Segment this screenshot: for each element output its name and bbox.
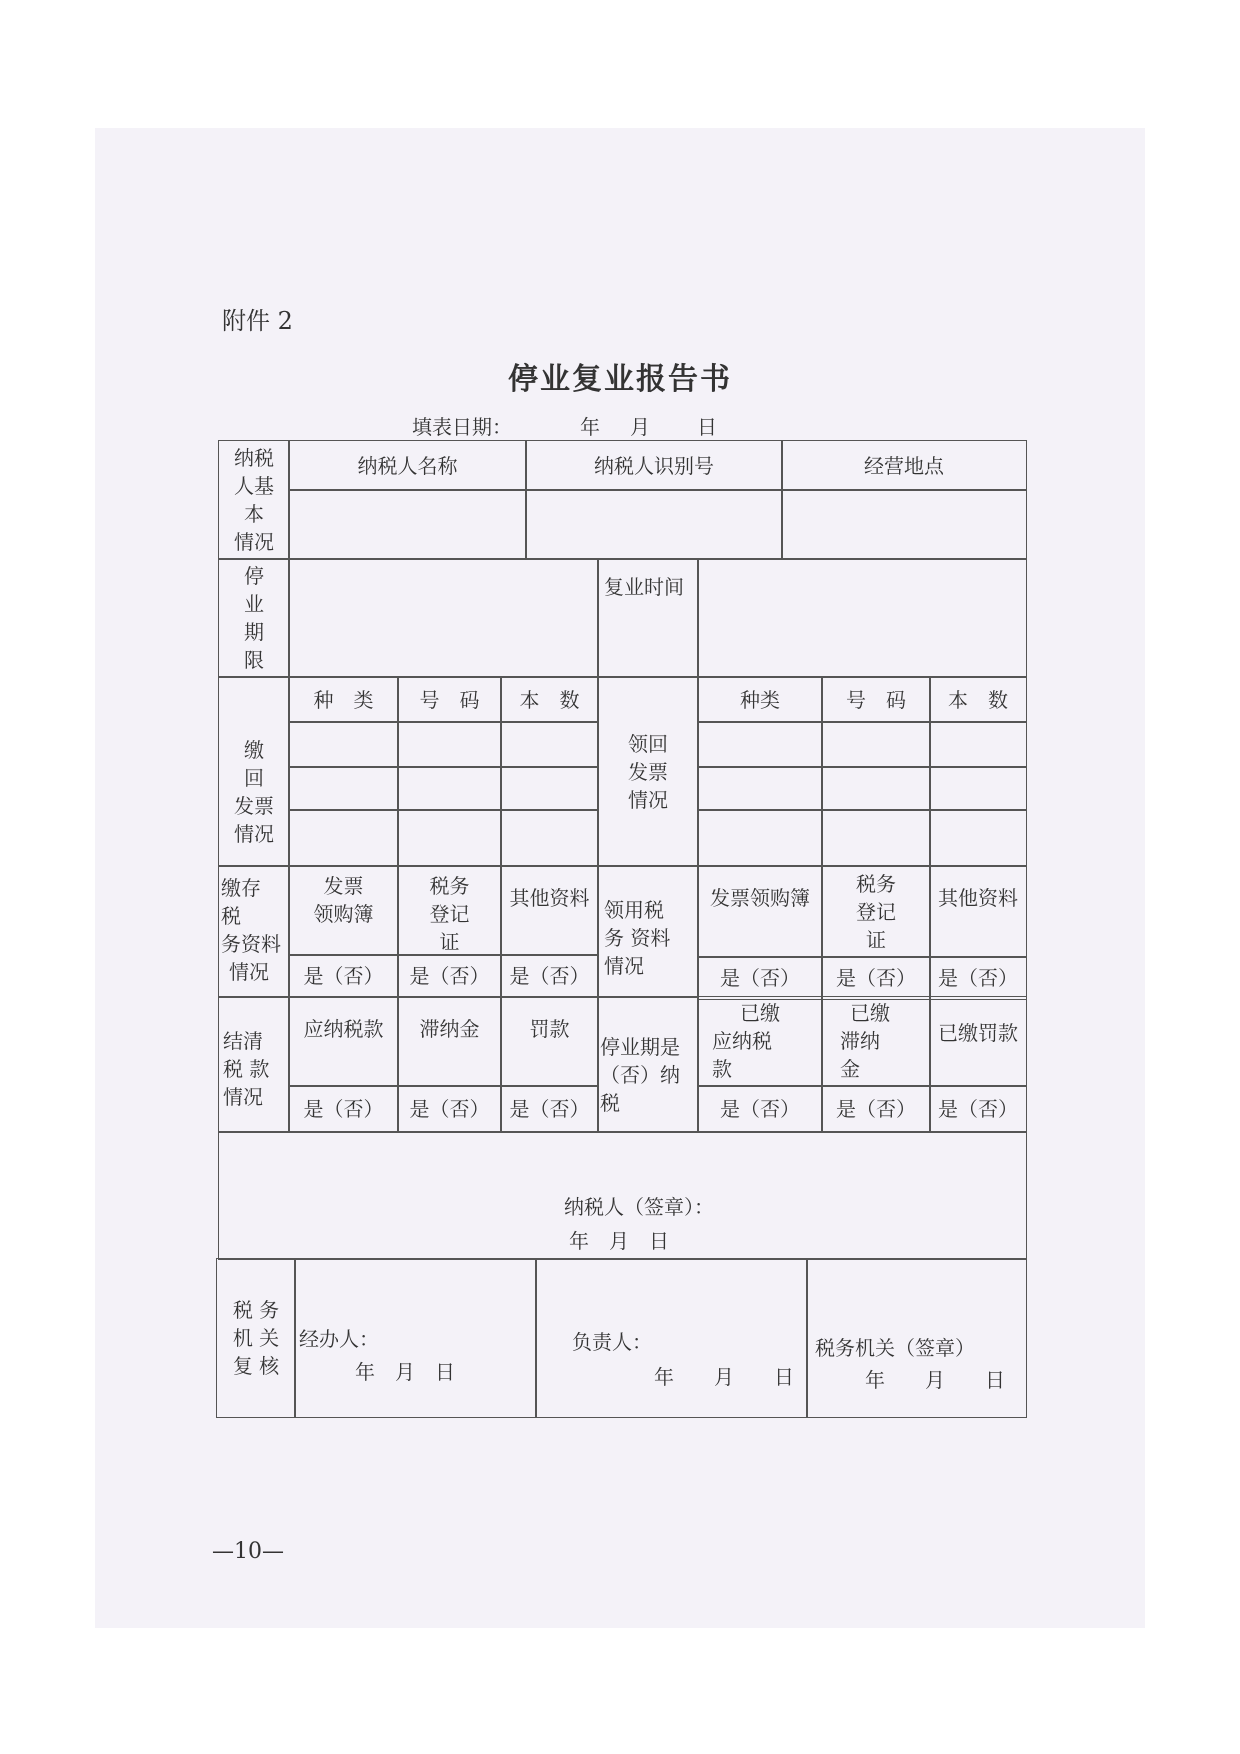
invoice-receive-label: 领回 发票 情况	[597, 676, 699, 867]
receive-col-tax-registration: 税务 登记 证	[821, 865, 931, 958]
receive-col-type: 种类	[697, 676, 823, 723]
deposit-other-yes-no[interactable]: 是（否）	[500, 954, 599, 998]
tax-docs-receive-label: 领用税 务 资料 情况	[597, 865, 699, 998]
suspension-tax-paid-label: 停业期是 （否）纳 税	[597, 996, 699, 1133]
fill-date-day: 日	[697, 415, 717, 439]
settle-col-late-fee: 滞纳金	[397, 996, 502, 1087]
header-taxpayer-name: 纳税人名称	[288, 440, 527, 491]
paid-tax-payable-yes-no[interactable]: 是（否）	[697, 1085, 823, 1133]
settle-tax-payable-yes-no[interactable]: 是（否）	[288, 1085, 399, 1133]
receive-cell[interactable]	[697, 766, 823, 811]
receive-col-other: 其他资料	[929, 865, 1027, 958]
tax-authority-label: 税务机关（签章）	[815, 1336, 975, 1360]
taxpayer-id-field[interactable]	[525, 489, 783, 560]
settlement-label: 结清 税 款 情况	[218, 996, 290, 1133]
settle-penalty-yes-no[interactable]: 是（否）	[500, 1085, 599, 1133]
return-col-number: 号 码	[397, 676, 502, 723]
invoice-return-label: 缴 回 发票 情况	[218, 676, 290, 867]
taxpayer-name-field[interactable]	[288, 489, 527, 560]
settle-col-tax-payable: 应纳税款	[288, 996, 399, 1087]
header-taxpayer-id: 纳税人识别号	[525, 440, 783, 491]
receive-cell[interactable]	[929, 766, 1027, 811]
deposit-col-invoice-book: 发票 领购簿	[288, 865, 399, 956]
suspension-period-field[interactable]	[288, 558, 599, 678]
page-title: 停业复业报告书	[508, 362, 732, 397]
settle-col-penalty: 罚款	[500, 996, 599, 1087]
receive-col-invoice-book: 发票领购簿	[697, 865, 823, 958]
paid-late-fee-yes-no[interactable]: 是（否）	[821, 1085, 931, 1133]
return-cell[interactable]	[288, 721, 399, 768]
receive-col-number: 号 码	[821, 676, 931, 723]
attachment-label: 附件 2	[222, 307, 293, 335]
deposit-tax-registration-yes-no[interactable]: 是（否）	[397, 954, 502, 998]
responsible-date: 年 月 日	[654, 1365, 794, 1389]
settle-late-fee-yes-no[interactable]: 是（否）	[397, 1085, 502, 1133]
handler-date: 年 月 日	[355, 1360, 455, 1384]
paid-col-penalty: 已缴罚款	[929, 996, 1027, 1087]
receive-tax-registration-yes-no[interactable]: 是（否）	[821, 956, 931, 1000]
header-business-location: 经营地点	[781, 440, 1027, 491]
page-number: —10—	[212, 1539, 284, 1564]
return-cell[interactable]	[397, 766, 502, 811]
receive-cell[interactable]	[929, 721, 1027, 768]
tax-authority-area[interactable]	[806, 1258, 1027, 1418]
taxpayer-sign-date: 年 月 日	[569, 1229, 669, 1253]
suspension-period-label: 停 业 期 限	[218, 558, 290, 678]
receive-invoice-book-yes-no[interactable]: 是（否）	[697, 956, 823, 1000]
responsible-area[interactable]	[535, 1258, 808, 1418]
paid-col-late-fee: 已缴 滞纳 金	[821, 996, 931, 1087]
receive-other-yes-no[interactable]: 是（否）	[929, 956, 1027, 1000]
business-location-field[interactable]	[781, 489, 1027, 560]
deposit-invoice-book-yes-no[interactable]: 是（否）	[288, 954, 399, 998]
taxpayer-sign-label: 纳税人（签章）：	[564, 1195, 714, 1219]
deposit-col-tax-registration: 税务 登记 证	[397, 865, 502, 956]
paid-penalty-yes-no[interactable]: 是（否）	[929, 1085, 1027, 1133]
review-section-label: 税 务 机 关 复 核	[216, 1258, 296, 1418]
basic-info-section-label: 纳税 人基 本 情况	[218, 440, 290, 560]
resume-time-label: 复业时间	[597, 558, 699, 678]
receive-cell[interactable]	[821, 721, 931, 768]
receive-cell[interactable]	[697, 721, 823, 768]
receive-col-count: 本 数	[929, 676, 1027, 723]
resume-time-field[interactable]	[697, 558, 1027, 678]
return-col-type: 种 类	[288, 676, 399, 723]
return-cell[interactable]	[500, 721, 599, 768]
tax-docs-deposit-label: 缴存 税 务资料 情况	[218, 865, 290, 998]
return-cell[interactable]	[288, 766, 399, 811]
fill-date-month: 月	[630, 415, 650, 439]
responsible-label: 负责人：	[572, 1330, 652, 1354]
fill-date-label: 填表日期：	[412, 415, 512, 439]
receive-cell[interactable]	[821, 809, 931, 867]
fill-date-year: 年	[580, 415, 600, 439]
return-cell[interactable]	[397, 721, 502, 768]
deposit-col-other: 其他资料	[500, 865, 599, 956]
return-cell[interactable]	[397, 809, 502, 867]
return-cell[interactable]	[500, 809, 599, 867]
handler-label: 经办人：	[299, 1327, 379, 1351]
taxpayer-signature-area[interactable]	[218, 1131, 1027, 1260]
return-cell[interactable]	[288, 809, 399, 867]
paid-col-tax-payable: 已缴 应纳税 款	[697, 996, 823, 1087]
receive-cell[interactable]	[929, 809, 1027, 867]
receive-cell[interactable]	[697, 809, 823, 867]
return-cell[interactable]	[500, 766, 599, 811]
handler-area[interactable]	[294, 1258, 537, 1418]
tax-authority-date: 年 月 日	[865, 1368, 1005, 1392]
receive-cell[interactable]	[821, 766, 931, 811]
return-col-count: 本 数	[500, 676, 599, 723]
